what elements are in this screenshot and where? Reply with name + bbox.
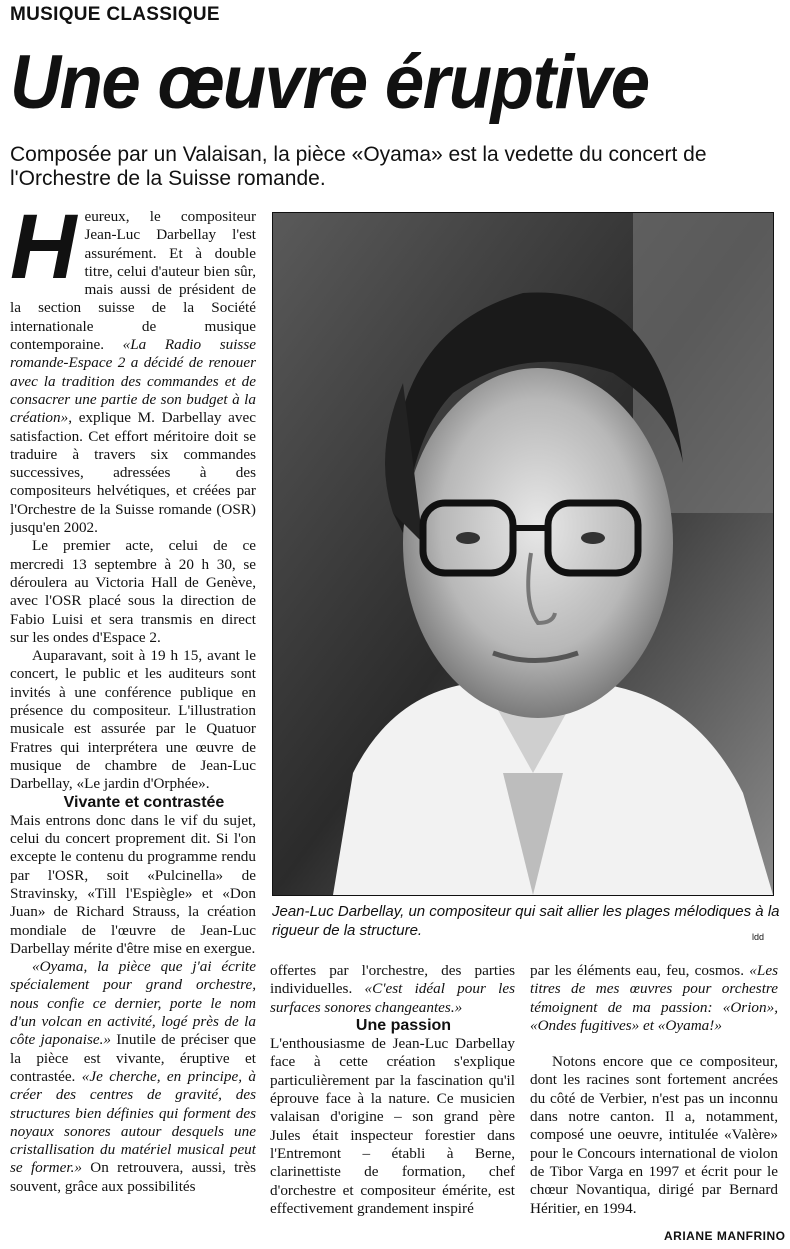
quote: «Je cherche, en principe, à créer des centres de gravité, des structures bien définies qui forment des noyaux sonores autour desquels une cristallisation du matériel musical peut se former.» — [10, 1067, 256, 1177]
section-rubric: MUSIQUE CLASSIQUE — [10, 4, 220, 25]
text-run: eureux, le compositeur Jean-Luc Darbellay l'est assurément. Et à double titre, celui d'auteur bien sûr, mais aussi de président de la section suisse de la Société internationale de musique contemporaine. — [10, 208, 256, 354]
paragraph: Notons encore que ce compositeur, dont les racines sont fortement ancrées du côté de Verbier, n'est pas un inconnu dans notre canton. Il a, notamment, composé une oeuvre, intitulée «Valère» pour le Concours international de violon de Tibor Varga en 1997 et écrit pour le chœur Novantiqua, dirigé par Bernard Héritier, en 1994. — [530, 1053, 778, 1217]
paragraph: Le premier acte, celui de ce mercredi 13 septembre à 20 h 30, se déroulera au Victoria Hall de Genève, avec l'OSR placé sous la direction de Fabio Luisi et sera transmis en direct sur les ondes d'Espace 2. — [10, 537, 256, 646]
drop-cap: H — [10, 208, 77, 298]
article-deck: Composée par un Valaisan, la pièce «Oyama» est la vedette du concert de l'Orchestre de la Suisse romande. — [10, 143, 707, 190]
portrait-illustration — [273, 213, 773, 895]
article-column-3 — [530, 962, 778, 1246]
quote: «C'est idéal pour les surfaces sonores changeantes.» — [270, 980, 515, 1016]
text-run: Inutile de préciser que la pièce est vivante, éruptive et contrastée. — [10, 1031, 256, 1085]
photo-credit: ldd — [752, 932, 765, 942]
article-column-2 — [270, 962, 515, 1246]
article-column-1 — [10, 208, 256, 1246]
text-run: par les éléments eau, feu, cosmos. — [530, 962, 750, 979]
subheading: Vivante et contrastée — [63, 793, 225, 811]
author-byline: ARIANE MANFRINO — [660, 1229, 786, 1243]
quote: «La Radio suisse romande-Espace 2 a décidé de renouer avec la tradition des commandes et de consacrer une partie de son budget à la création» — [10, 336, 256, 427]
paragraph — [270, 962, 515, 1017]
quote: «Oyama, la pièce que j'ai écrite spécialement pour grand orchestre, nous confie ce dernier, porte le nom d'un volcan en activité, logé près de la côte japonaise.» — [10, 958, 256, 1049]
paragraph: Mais entrons donc dans le vif du sujet, celui du concert proprement dit. Si l'on excepte le contenu du programme rendu par l'OSR, soit «Pulcinella» de Stravinsky, «Till l'Espiègle» et «Don Juan» de Richard Strauss, la création mondiale de l'œuvre de Jean-Luc Darbellay mérite d'être mise en exergue. — [10, 811, 256, 957]
paragraph: Auparavant, soit à 19 h 15, avant le concert, le public et les auditeurs sont invités à une conférence publique en présence du compositeur. L'illustration musicale est assurée par le Quatuor Fratres qui interprétera une œuvre de musique de chambre de Jean-Luc Darbellay, «Le jardin d'Orphée». — [10, 647, 256, 793]
article-headline: Une œuvre éruptive — [10, 40, 649, 125]
subheading: Une passion — [355, 1016, 452, 1034]
quote: «Les titres de mes œuvres pour orchestre témoignent de ma passion: «Orion», «Ondes fugitives» et «Oyama!» — [530, 962, 778, 1034]
text-run: offertes par l'orchestre, des parties individuelles. — [270, 962, 515, 998]
paragraph — [10, 958, 256, 1196]
text-run: On retrouvera, aussi, très souvent, grâce aux possibilités — [10, 1159, 256, 1195]
paragraph: L'enthousiasme de Jean-Luc Darbellay face à cette création s'explique particulièrement par la fascination qu'il éprouve face à la nature. Ce musicien valaisan d'origine – son grand père Jules était inspecteur forestier dans l'Entremont – établi à Berne, clarinettiste de formation, chef d'orchestre et compositeur émérite, est effectivement grandement inspiré — [270, 1035, 515, 1217]
photo-caption: Jean-Luc Darbellay, un compositeur qui sait allier les plages mélodiques à la rigueur de la structure. — [272, 903, 780, 939]
paragraph — [10, 208, 256, 537]
text-run: , explique M. Darbellay avec satisfaction. Cet effort méritoire doit se traduire à travers six commandes successives, adressées à des compositeurs helvétiques, et créées par l'Orchestre de la Suisse romande (OSR) jusqu'en 2002. — [10, 409, 256, 537]
paragraph — [530, 962, 778, 1035]
portrait-photo — [272, 212, 774, 896]
